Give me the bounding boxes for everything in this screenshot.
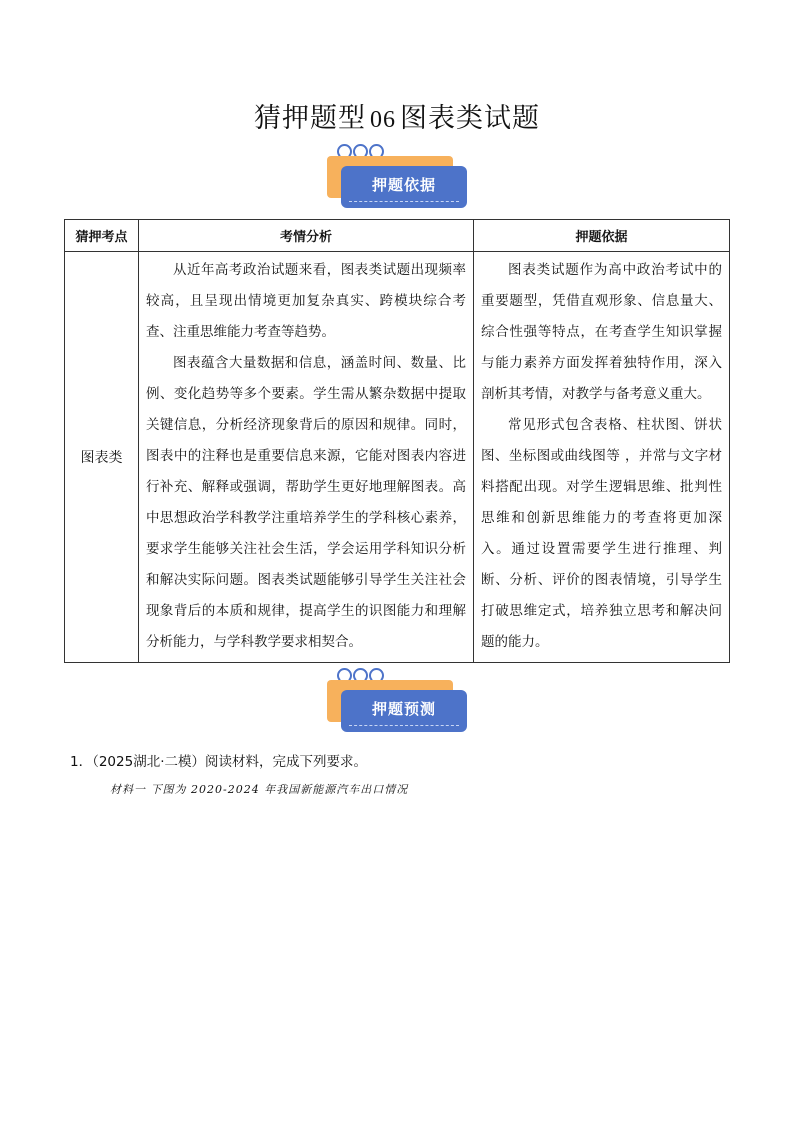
title-number: 06	[370, 107, 396, 133]
analysis-paragraph: 图表蕴含大量数据和信息，涵盖时间、数量、比例、变化趋势等多个要素。学生需从繁杂数据中提取关键信息，分析经济现象背后的原因和规律。同时，图表中的注释也是重要信息来源，它能对图表内容进行补充、解释或强调，帮助学生更好地理解图表。高中思想政治学科教学注重培养学生的学科核心素养，要求学生能够关注社会生活，学会运用学科知识分析和解决实际问题。图表类试题能够引导学生关注社会现象背后的本质和规律，提高学生的识图能力和理解分析能力，与学科教学要求相契合。	[146, 355, 466, 650]
prediction-banner	[327, 674, 477, 742]
basis-cell	[474, 252, 730, 663]
basis-paragraph: 常见形式包含表格、柱状图、饼状图、坐标图或曲线图等 ，并常与文字材料搭配出现。对学生逻辑思维、批判性思维和创新思维能力的考查将更加深入。通过设置需要学生进行推理、判断、分析、评价的图表情境，引导学生打破思维定式，培养独立思考和解决问题的能力。	[481, 417, 722, 650]
basis-banner-label: 押题依据	[371, 176, 436, 194]
basis-banner	[327, 150, 477, 218]
prediction-banner-label: 押题预测	[371, 700, 436, 718]
category-cell: 图表类	[65, 252, 139, 663]
title-suffix: 图表类试题	[400, 103, 540, 134]
table-row	[65, 252, 730, 663]
question-stem: 1．（2025湖北·二模）阅读材料，完成下列要求。	[70, 754, 367, 770]
basis-paragraph: 图表类试题作为高中政治考试中的重要题型，凭借直观形象、信息量大、综合性强等特点，在考查学生知识掌握与能力素养方面发挥着独特作用，深入剖析其考情，对教学与备考意义重大。	[481, 262, 722, 402]
analysis-cell	[139, 252, 474, 663]
analysis-paragraph: 从近年高考政治试题来看，图表类试题出现频率较高，且呈现出情境更加复杂真实、跨模块综合考查、注重思维能力考查等趋势。	[146, 262, 466, 340]
page-title	[0, 96, 794, 135]
title-prefix: 猜押题型	[254, 103, 366, 134]
table-header-row	[65, 220, 730, 252]
header-category: 猜押考点	[65, 220, 139, 252]
basis-table	[64, 219, 730, 663]
header-basis: 押题依据	[474, 220, 730, 252]
material-caption: 材料一 下图为 2020-2024 年我国新能源汽车出口情况	[110, 783, 409, 796]
header-analysis: 考情分析	[139, 220, 474, 252]
